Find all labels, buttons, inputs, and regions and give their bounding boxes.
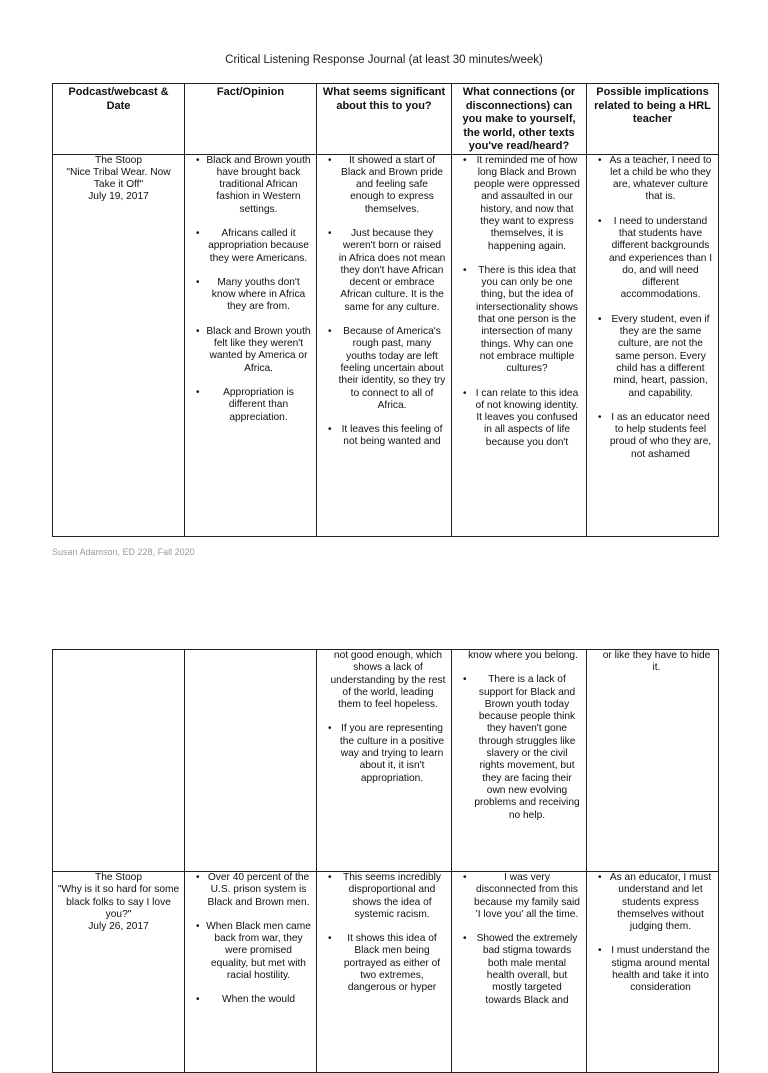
podcast-cell (53, 872, 185, 1073)
list-item: • I can relate to this idea of not knowing identity. It leaves you confused in all aspects of life because you don't (463, 388, 583, 449)
list-item: • I was very disconnected from this because my family said 'I love you' all the time. (463, 872, 583, 921)
header-row (53, 84, 719, 155)
list-item: • Because of America's rough past, many youths today are left feeling uncertain about their identity, so they try to connect to all of Africa. (328, 326, 448, 412)
significant-cell (317, 650, 452, 872)
list-item: • This seems incredibly disproportional and shows the idea of systemic racism. (328, 872, 448, 921)
list-item: • When the would (196, 994, 313, 1006)
list-item: • As a teacher, I need to let a child be who they are, whatever culture that is. (598, 155, 715, 204)
list-item: or like they have to hide it. (602, 650, 711, 674)
podcast-cell (53, 154, 185, 536)
list-item: • Showed the extremely bad stigma towards both male mental health overall, but mostly targeted towards Black and (463, 933, 583, 1007)
connections-cell (452, 650, 587, 872)
list-item: • It reminded me of how long Black and Brown people were oppressed and assaulted in our history, and now that they want to express themselves, it is happening again. (463, 155, 583, 253)
facts-cell (185, 650, 317, 872)
list-item: • Many youths don't know where in Africa they are from. (196, 277, 313, 314)
connections-cell (452, 872, 587, 1073)
list-item: • Every student, even if they are the same culture, are not the same person. Every child has a different mind, heart, passion, and capability. (598, 314, 715, 400)
table-row (53, 872, 719, 1073)
list-item: • I as an educator need to help students feel proud of who they are, not ashamed (598, 412, 715, 461)
list-item: • Black and Brown youth felt like they weren't wanted by America or Africa. (196, 326, 313, 375)
header-fact-opinion: Fact/Opinion (185, 84, 317, 155)
list-item: • As an educator, I must understand and let students express themselves without judging them. (598, 872, 715, 933)
list-item: • There is this idea that you can only be one thing, but the idea of intersectionality shows that one person is the intersection of many things. Why can one not embrace multiple cultures? (463, 265, 583, 376)
significant-cell (317, 872, 452, 1073)
facts-cell (185, 872, 317, 1073)
implications-cell (587, 872, 719, 1073)
podcast-info: The Stoop "Nice Tribal Wear. Now Take it Off" July 19, 2017 (66, 154, 171, 203)
list-item: • Over 40 percent of the U.S. prison system is Black and Brown men. (196, 872, 313, 909)
table-row (53, 650, 719, 872)
implications-cell (587, 154, 719, 536)
list-item: • Black and Brown youth have brought back traditional African fashion in Western settings. (196, 155, 313, 216)
header-significant: What seems significant about this to you? (317, 84, 452, 155)
list-item: • There is a lack of support for Black and Brown youth today because people think they haven't gone through struggles like slavery or the civil rights movement, but they are facing their own new evolving problems and receiving no help. (463, 674, 583, 822)
list-item: • It showed a start of Black and Brown pride and feeling safe enough to express themselves. (328, 155, 448, 216)
podcast-info: The Stoop "Why is it so hard for some black folks to say I love you?" July 26, 2017 (57, 872, 180, 933)
list-item: • It leaves this feeling of not being wanted and (328, 424, 448, 449)
document-title: Critical Listening Response Journal (at least 30 minutes/week) (225, 54, 543, 66)
table-row (53, 154, 719, 536)
journal-table-page-2 (52, 649, 719, 1073)
implications-cell (587, 650, 719, 872)
header-podcast: Podcast/webcast & Date (53, 84, 185, 155)
list-item: • It shows this idea of Black men being portrayed as either of two extremes, dangerous or hyper (328, 933, 448, 994)
page-footer: Susan Adamson, ED 228, Fall 2020 (52, 547, 195, 557)
journal-table-page-1 (52, 83, 719, 537)
list-item: • When Black men came back from war, they were promised equality, but met with racial hostility. (196, 921, 313, 982)
connections-cell (452, 154, 587, 536)
list-item: • I need to understand that students have different backgrounds and experiences than I do, and will need different accommodations. (598, 216, 715, 302)
significant-cell (317, 154, 452, 536)
list-item: • If you are representing the culture in a positive way and trying to learn about it, it isn't appropriation. (328, 723, 448, 784)
list-item: • Just because they weren't born or raised in Africa does not mean they don't have African decent or embrace African culture. It is the same for any culture. (328, 228, 448, 314)
list-item: not good enough, which shows a lack of understanding by the rest of the world, leading them to feel hopeless. (330, 650, 446, 711)
facts-cell (185, 154, 317, 536)
list-item: • Africans called it appropriation because they were Americans. (196, 228, 313, 265)
list-item: • I must understand the stigma around mental health and take it into consideration (598, 945, 715, 994)
list-item: know where you belong. (468, 650, 578, 661)
podcast-cell (53, 650, 185, 872)
header-implications: Possible implications related to being a HRL teacher (587, 84, 719, 155)
list-item: • Appropriation is different than appreciation. (196, 387, 313, 424)
header-connections: What connections (or disconnections) can you make to yourself, the world, other texts you've read/heard? (452, 84, 587, 155)
